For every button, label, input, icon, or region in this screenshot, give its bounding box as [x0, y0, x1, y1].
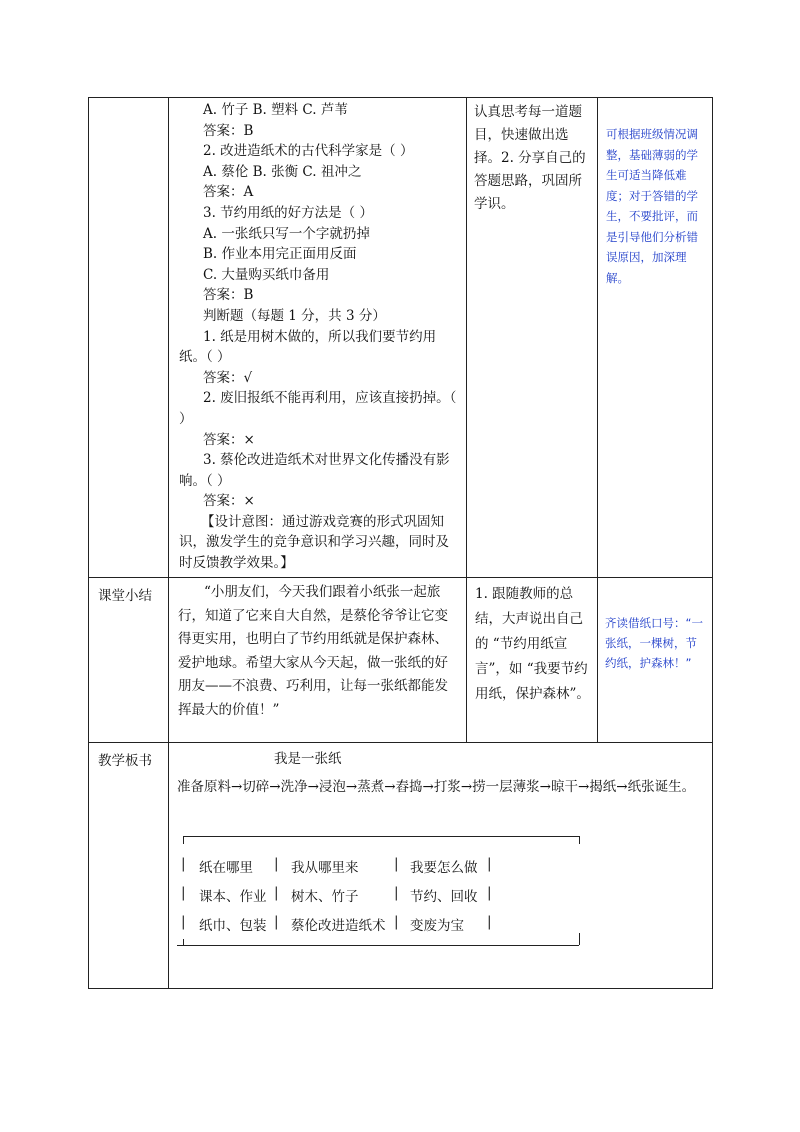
summary-text: “小朋友们，今天我们跟着小纸张一起旅行，知道了它来自大自然，是蔡伦爷爷让它变得更实用，也明白了节约用纸就是保护森林、爱护地球。希望大家从今天起，做一张纸的好朋友——不浪费、巧利用，让每一张纸都能发挥最大的价值！” — [178, 584, 448, 718]
summary-row — [89, 578, 713, 743]
board-top-rule — [183, 836, 579, 837]
row-label: 教学板书 — [98, 753, 152, 769]
board-cell: 纸在哪里 — [199, 860, 253, 876]
board-separator: | — [487, 885, 492, 901]
board-separator: | — [394, 914, 399, 930]
quiz-line: 判断题（每题 1 分，共 3 分） — [203, 307, 386, 324]
quiz-label-cell — [89, 98, 169, 578]
quiz-line: A. 蔡伦 B. 张衡 C. 祖冲之 — [203, 163, 362, 180]
board-cell: 节约、回收 — [410, 889, 478, 905]
board-tick — [183, 836, 184, 844]
teacher-note: 可根据班级情况调整，基础薄弱的学生可适当降低难度；对于答错的学生，不要批评，而是引导他们分析错误原因，加深理解。 — [606, 127, 698, 285]
board-separator: | — [274, 856, 279, 872]
board-tick — [579, 836, 580, 844]
lesson-plan-table — [88, 97, 713, 989]
board-separator: | — [274, 914, 279, 930]
quiz-line: 答案：B — [203, 287, 254, 304]
board-cell: 课本、作业 — [199, 889, 267, 905]
board-cell: 我要怎么做 — [410, 860, 478, 876]
quiz-student-cell — [467, 98, 598, 578]
true-false-answer: 答案：× — [203, 493, 255, 510]
board-label-cell — [89, 743, 169, 989]
board-cell: 树木、竹子 — [291, 889, 359, 905]
row-label: 课堂小结 — [98, 588, 152, 604]
summary-student-cell — [467, 578, 598, 743]
board-cell: 蔡伦改进造纸术 — [291, 918, 386, 934]
quiz-line: C. 大量购买纸巾备用 — [203, 266, 330, 283]
board-bottom-rule — [177, 945, 579, 946]
board-content-cell — [169, 743, 713, 989]
board-cell: 纸巾、包装 — [199, 918, 267, 934]
board-separator: | — [487, 914, 492, 930]
student-activity: 认真思考每一道题目，快速做出选择。2. 分享自己的答题思路，巩固所学识。 — [474, 104, 586, 212]
quiz-line: A. 一张纸只写一个字就扔掉 — [203, 225, 370, 242]
true-false-question: 2. 废旧报纸不能再利用，应该直接扔掉。（ ） — [179, 390, 457, 427]
quiz-line: 答案：B — [203, 122, 254, 139]
board-separator: | — [487, 856, 492, 872]
quiz-line: 答案：A — [203, 184, 254, 201]
quiz-line: 2. 改进造纸术的古代科学家是（ ） — [203, 143, 414, 160]
true-false-question: 3. 蔡伦改进造纸术对世界文化传播没有影响。（ ） — [179, 452, 450, 489]
board-separator: | — [181, 856, 186, 872]
board-title: 我是一张纸 — [274, 751, 342, 767]
student-activity: 1. 跟随教师的总结，大声说出自己的 “节约用纸宣言”，如 “我要节约用纸，保护森林”。 — [475, 586, 590, 702]
quiz-line: 3. 节约用纸的好方法是（ ） — [203, 204, 373, 221]
quiz-line: B. 作业本用完正面用反面 — [203, 246, 357, 263]
board-tick — [579, 933, 580, 945]
summary-content-cell — [169, 578, 467, 743]
board-separator: | — [181, 914, 186, 930]
board-separator: | — [394, 856, 399, 872]
true-false-answer: 答案：× — [203, 431, 255, 448]
summary-note-cell — [598, 578, 713, 743]
quiz-row — [89, 98, 713, 578]
paper-process-flow: 准备原料→切碎→洗净→浸泡→蒸煮→舂捣→打浆→捞一层薄浆→晾干→揭纸→纸张诞生。 — [177, 779, 696, 795]
quiz-note-cell — [598, 98, 713, 578]
blackboard-design — [169, 743, 712, 987]
board-separator: | — [181, 885, 186, 901]
board-row — [89, 743, 713, 989]
board-cell: 变废为宝 — [410, 918, 464, 934]
teacher-note: 齐读借纸口号：“一张纸，一棵树，节约纸，护森林！” — [605, 616, 703, 670]
design-intent: 【设计意图：通过游戏竞赛的形式巩固知识，激发学生的竞争意识和学习兴趣，同时及时反馈教学效果。】 — [179, 513, 449, 572]
board-separator: | — [274, 885, 279, 901]
quiz-line: A. 竹子 B. 塑料 C. 芦苇 — [203, 102, 348, 118]
summary-label-cell — [89, 578, 169, 743]
board-cell: 我从哪里来 — [291, 860, 359, 876]
true-false-question: 1. 纸是用树木做的，所以我们要节约用纸。（ ） — [179, 328, 437, 366]
true-false-answer: 答案：√ — [203, 369, 253, 386]
board-separator: | — [394, 885, 399, 901]
quiz-content-cell — [169, 98, 467, 578]
